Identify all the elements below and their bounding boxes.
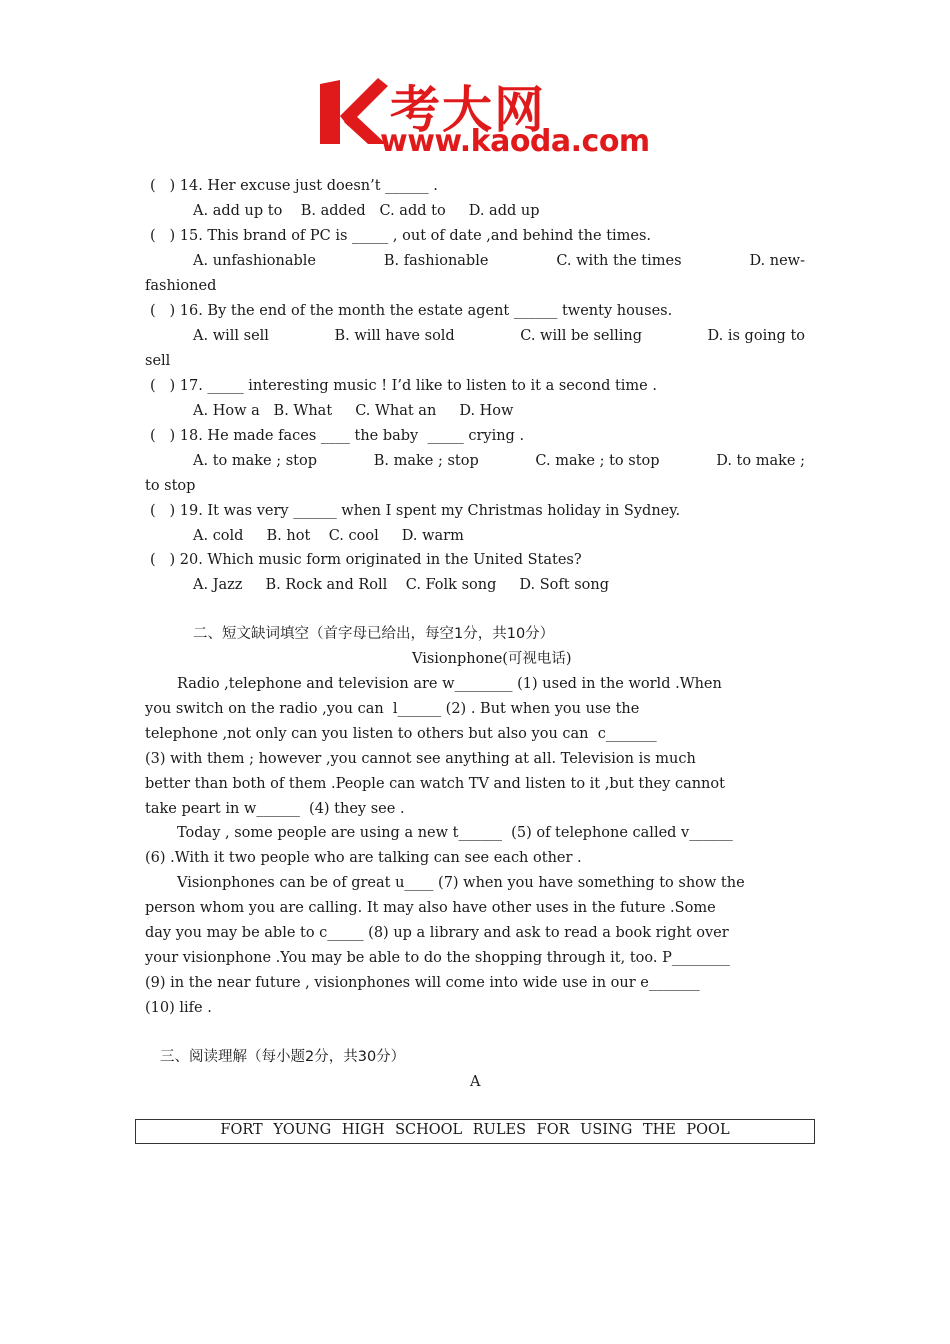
pool-rules-title: FORT YOUNG HIGH SCHOOL RULES FOR USING THE POOL xyxy=(220,1122,730,1138)
cloze-line: person whom you are calling. It may also have other uses in the future .Some xyxy=(145,900,716,916)
question-20: ( ) 20. Which music form originated in the United States? xyxy=(150,552,582,568)
cloze-line: your visionphone .You may be able to do the shopping through it, too. P________ xyxy=(145,950,730,966)
cloze-line: you switch on the radio ,you can l______ (2) . But when you use the xyxy=(145,701,640,717)
question-16: ( ) 16. By the end of the month the estate agent ______ twenty houses. xyxy=(150,303,673,319)
question-18-options xyxy=(193,451,805,471)
reading-heading: 三、阅读理解（每小题2分，共30分） xyxy=(160,1049,406,1065)
reading-section-label: A xyxy=(470,1074,481,1090)
pool-rules-table xyxy=(135,1119,815,1144)
cloze-line: Radio ,telephone and television are w________ (1) used in the world .When xyxy=(177,676,722,692)
cloze-line: day you may be able to c_____ (8) up a library and ask to read a book right over xyxy=(145,925,729,941)
question-15-continuation: fashioned xyxy=(145,278,217,294)
option-b: B. will have sold xyxy=(334,328,455,344)
cloze-line: (6) .With it two people who are talking can see each other . xyxy=(145,850,582,866)
question-19: ( ) 19. It was very ______ when I spent my Christmas holiday in Sydney. xyxy=(150,503,681,519)
option-b: B. fashionable xyxy=(383,253,489,269)
cloze-line: take peart in w______ (4) they see . xyxy=(145,801,405,817)
question-20-options: A. Jazz B. Rock and Roll C. Folk song D. Soft song xyxy=(193,577,609,593)
question-18-continuation: to stop xyxy=(145,478,196,494)
question-16-continuation: sell xyxy=(145,353,171,369)
question-18: ( ) 18. He made faces ____ the baby _____ crying . xyxy=(150,428,525,444)
option-d: D. to make ; xyxy=(716,453,805,469)
option-c: C. will be selling xyxy=(520,328,643,344)
question-15-options xyxy=(193,251,805,271)
option-c: C. with the times xyxy=(556,253,682,269)
cloze-line: Visionphones can be of great u____ (7) when you have something to show the xyxy=(177,875,745,891)
question-17: ( ) 17. _____ interesting music ! I’d like to listen to it a second time . xyxy=(150,378,657,394)
cloze-line: better than both of them .People can watch TV and listen to it ,but they cannot xyxy=(145,776,725,792)
option-c: C. make ; to stop xyxy=(535,453,660,469)
question-17-options: A. How a B. What C. What an D. How xyxy=(193,403,514,419)
question-19-options: A. cold B. hot C. cool D. warm xyxy=(193,528,464,544)
question-16-options xyxy=(193,326,805,346)
kaoda-logo xyxy=(318,76,650,160)
cloze-line: (10) life . xyxy=(145,1000,212,1016)
option-a: A. to make ; stop xyxy=(193,453,318,469)
question-14: ( ) 14. Her excuse just doesn’t ______ . xyxy=(150,178,438,194)
option-a: A. will sell xyxy=(193,328,269,344)
question-15: ( ) 15. This brand of PC is _____ , out of date ,and behind the times. xyxy=(150,228,652,244)
cloze-line: (3) with them ; however ,you cannot see anything at all. Television is much xyxy=(145,751,696,767)
logo-chinese-text: 考大网 xyxy=(390,81,546,139)
option-d: D. is going to xyxy=(707,328,805,344)
option-a: A. unfashionable xyxy=(193,253,317,269)
logo-url-text: www.kaoda.com xyxy=(380,124,650,159)
cloze-line: telephone ,not only can you listen to others but also you can c_______ xyxy=(145,726,657,742)
cloze-line: (9) in the near future , visionphones will come into wide use in our e_______ xyxy=(145,975,700,991)
option-d: D. new- xyxy=(749,253,805,269)
question-14-options: A. add up to B. added C. add to D. add up xyxy=(193,203,540,219)
cloze-line: Today , some people are using a new t______ (5) of telephone called v______ xyxy=(177,825,733,841)
cloze-title: Visionphone(可视电话) xyxy=(412,651,572,667)
cloze-heading: 二、短文缺词填空（首字母已给出，每空1分，共10分） xyxy=(193,626,555,642)
k-logo-icon xyxy=(318,76,388,148)
option-b: B. make ; stop xyxy=(373,453,479,469)
